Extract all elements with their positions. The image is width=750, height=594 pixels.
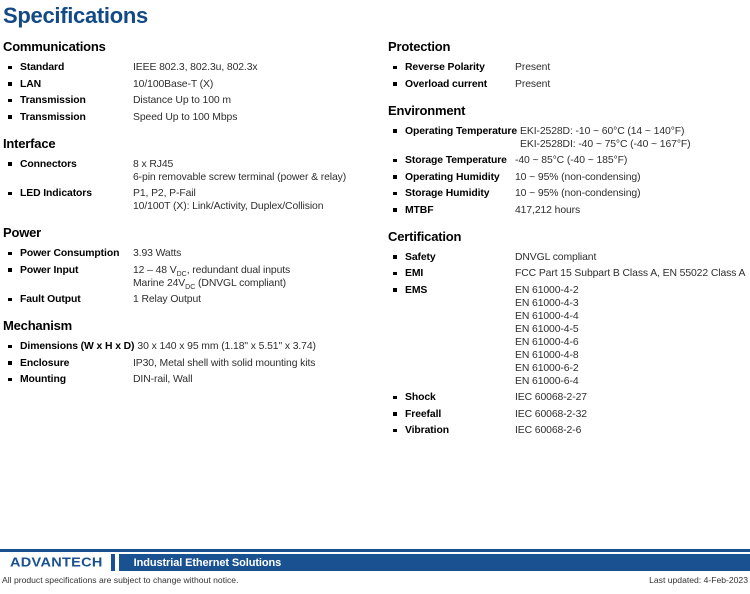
spec-value — [133, 357, 375, 370]
spec-value — [133, 293, 375, 306]
spec-value-line: 1 Relay Output — [133, 294, 201, 305]
spec-value-line: EN 61000-4-2 — [515, 284, 579, 296]
bullet-icon — [8, 158, 20, 166]
bullet-icon — [393, 171, 405, 179]
spec-row — [3, 373, 375, 386]
spec-value-line: EN 61000-4-4 — [515, 310, 579, 322]
bullet-icon — [393, 78, 405, 86]
advantech-logo: ADVANTECH — [10, 555, 103, 570]
spec-value — [133, 247, 375, 260]
spec-value — [133, 78, 375, 91]
spec-value-line: 8 x RJ45 — [133, 158, 174, 170]
bullet-icon — [393, 408, 405, 416]
spec-row — [388, 78, 748, 91]
bullet-icon — [8, 187, 20, 195]
spec-label: Reverse Polarity — [405, 62, 485, 73]
spec-value-line: EKI-2528DI: -40 ~ 75°C (-40 ~ 167°F) — [520, 138, 691, 150]
footer-banner — [119, 554, 750, 571]
bullet-icon — [393, 284, 405, 292]
spec-row — [388, 267, 748, 280]
spec-row — [3, 340, 375, 353]
footer-banner-label: Industrial Ethernet Solutions — [133, 556, 282, 569]
spec-value — [133, 61, 375, 74]
spec-label: Connectors — [20, 158, 77, 170]
spec-value — [133, 373, 375, 386]
spec-label: Storage Temperature — [405, 155, 507, 166]
spec-row — [3, 187, 375, 213]
spec-value-line: EN 61000-4-6 — [515, 336, 579, 348]
bullet-icon — [8, 340, 20, 348]
spec-value-line: IEC 60068-2-6 — [515, 425, 582, 436]
bullet-icon — [393, 391, 405, 399]
spec-value-line: 12 – 48 $V_{DC}$, redundant dual inputs — [133, 264, 291, 278]
spec-value-line: IEEE 802.3, 802.3u, 802.3x — [133, 62, 258, 73]
spec-value — [515, 251, 748, 264]
spec-value-line: EKI-2528D: -10 ~ 60°C (14 ~ 140°F) — [520, 125, 685, 137]
bullet-icon — [393, 154, 405, 162]
disclaimer-text: All product specifications are subject to change without notice. — [2, 575, 239, 585]
spec-row — [3, 357, 375, 370]
bullet-icon — [8, 61, 20, 69]
spec-row — [3, 247, 375, 260]
spec-row — [3, 78, 375, 91]
spec-label: Safety — [405, 251, 436, 263]
spec-label: Overload current — [405, 78, 488, 90]
spec-label: Operating Temperature — [405, 125, 518, 137]
spec-value-line: EN 61000-4-8 — [515, 349, 579, 361]
footer-bar — [0, 554, 750, 571]
spec-value-line: DNVGL compliant — [515, 251, 597, 263]
spec-value-line: IEC 60068-2-27 — [515, 392, 587, 403]
spec-row — [3, 293, 375, 306]
footer-rule — [0, 549, 750, 552]
spec-value — [515, 408, 748, 421]
spec-value — [515, 284, 748, 388]
spec-value-line: IEC 60068-2-32 — [515, 408, 587, 420]
spec-label: Shock — [405, 392, 436, 403]
spec-label: Power Consumption — [20, 248, 120, 259]
spec-value-line: Present — [515, 78, 551, 90]
spec-value-line: EN 61000-4-5 — [515, 323, 579, 335]
spec-value — [133, 158, 375, 184]
spec-row — [3, 158, 375, 184]
specifications-page — [0, 3, 750, 594]
bullet-icon — [393, 61, 405, 69]
last-updated-text: Last updated: 4-Feb-2023 — [649, 575, 748, 585]
spec-value-line: IP30, Metal shell with solid mounting kits — [133, 357, 316, 369]
spec-row — [388, 284, 748, 388]
logo-separator — [111, 554, 115, 571]
spec-value — [133, 187, 375, 213]
spec-value-line: -40 ~ 85°C (-40 ~ 185°F) — [515, 155, 628, 166]
spec-value-line: Distance Up to 100 m — [133, 95, 231, 106]
bullet-icon — [8, 111, 20, 119]
section-heading: Mechanism — [3, 318, 73, 333]
footer-notes — [0, 575, 750, 585]
spec-label: Fault Output — [20, 294, 81, 305]
spec-value — [515, 171, 748, 184]
spec-value — [515, 187, 748, 200]
spec-value — [515, 267, 748, 280]
spec-label: Transmission — [20, 111, 86, 123]
spec-label: MTBF — [405, 204, 434, 216]
spec-label: Vibration — [405, 425, 449, 436]
bullet-icon — [8, 78, 20, 86]
spec-row — [3, 264, 375, 290]
spec-label: Enclosure — [20, 357, 70, 369]
spec-value — [515, 61, 748, 74]
bullet-icon — [393, 187, 405, 195]
bullet-icon — [8, 293, 20, 301]
bullet-icon — [393, 267, 405, 275]
spec-row — [388, 204, 748, 217]
spec-value-line: DIN-rail, Wall — [133, 374, 193, 385]
section-heading: Certification — [388, 228, 462, 244]
spec-value-line: P1, P2, P-Fail — [133, 188, 196, 199]
spec-value-line: 3.93 Watts — [133, 248, 182, 259]
spec-label: LAN — [20, 78, 42, 90]
spec-label: LED Indicators — [20, 188, 92, 199]
spec-row — [388, 408, 748, 421]
spec-row — [3, 94, 375, 107]
spec-value-line: 10 ~ 95% (non-condensing) — [515, 171, 641, 183]
spec-value — [520, 125, 748, 151]
spec-row — [388, 391, 748, 404]
spec-value-line: Marine $24V_{DC}$ (DNVGL compliant) — [133, 277, 287, 291]
spec-label: EMS — [405, 284, 428, 296]
bullet-icon — [393, 204, 405, 212]
section-heading: Protection — [388, 39, 451, 54]
spec-row — [388, 154, 748, 167]
bullet-icon — [393, 251, 405, 259]
spec-label: Dimensions (W x H x D) — [20, 341, 135, 352]
spec-value-line: 10/100T (X): Link/Activity, Duplex/Collision — [133, 201, 324, 212]
spec-row — [388, 61, 748, 74]
spec-label: EMI — [405, 268, 424, 279]
spec-value-line: FCC Part 15 Subpart B Class A, EN 55022 Class A — [515, 268, 746, 279]
spec-row — [388, 171, 748, 184]
spec-row — [3, 111, 375, 124]
spec-value-line: EN 61000-4-3 — [515, 297, 579, 309]
spec-columns — [0, 29, 750, 441]
spec-row — [388, 251, 748, 264]
spec-value — [137, 340, 375, 353]
spec-value — [515, 204, 748, 217]
spec-label: Freefall — [405, 408, 442, 420]
section-heading: Environment — [388, 102, 466, 118]
spec-label: Transmission — [20, 95, 86, 106]
bullet-icon — [8, 357, 20, 365]
right-column — [375, 29, 750, 441]
spec-value — [133, 94, 375, 107]
spec-value-line: 30 x 140 x 95 mm (1.18" x 5.51" x 3.74) — [137, 341, 316, 352]
spec-label: Power Input — [20, 264, 79, 276]
page-title: Specifications — [3, 3, 148, 28]
spec-value-line: 417,212 hours — [515, 204, 581, 216]
spec-label: Operating Humidity — [405, 171, 500, 183]
section-heading: Communications — [3, 39, 106, 54]
bullet-icon — [393, 424, 405, 432]
spec-row — [388, 125, 748, 151]
spec-label: Storage Humidity — [405, 188, 490, 199]
bullet-icon — [8, 373, 20, 381]
bullet-icon — [8, 247, 20, 255]
spec-row — [388, 424, 748, 437]
spec-value — [515, 424, 748, 437]
spec-row — [3, 61, 375, 74]
spec-label: Mounting — [20, 374, 66, 385]
spec-value — [515, 391, 748, 404]
spec-value — [515, 154, 748, 167]
section-heading: Interface — [3, 135, 56, 151]
spec-value-line: 10 ~ 95% (non-condensing) — [515, 188, 641, 199]
spec-value — [515, 78, 748, 91]
spec-value-line: 6-pin removable screw terminal (power & relay) — [133, 171, 347, 183]
spec-row — [388, 187, 748, 200]
spec-value — [133, 264, 375, 290]
spec-value-line: EN 61000-6-2 — [515, 362, 579, 374]
bullet-icon — [8, 94, 20, 102]
spec-value-line: EN 61000-6-4 — [515, 375, 579, 387]
spec-value — [133, 111, 375, 124]
section-heading: Power — [3, 225, 42, 240]
left-column — [0, 29, 375, 390]
spec-value-line: 10/100Base-T (X) — [133, 78, 214, 90]
bullet-icon — [393, 125, 405, 133]
spec-value-line: Speed Up to 100 Mbps — [133, 111, 238, 123]
footer — [0, 549, 750, 585]
spec-value-line: Present — [515, 62, 551, 73]
bullet-icon — [8, 264, 20, 272]
spec-label: Standard — [20, 62, 65, 73]
